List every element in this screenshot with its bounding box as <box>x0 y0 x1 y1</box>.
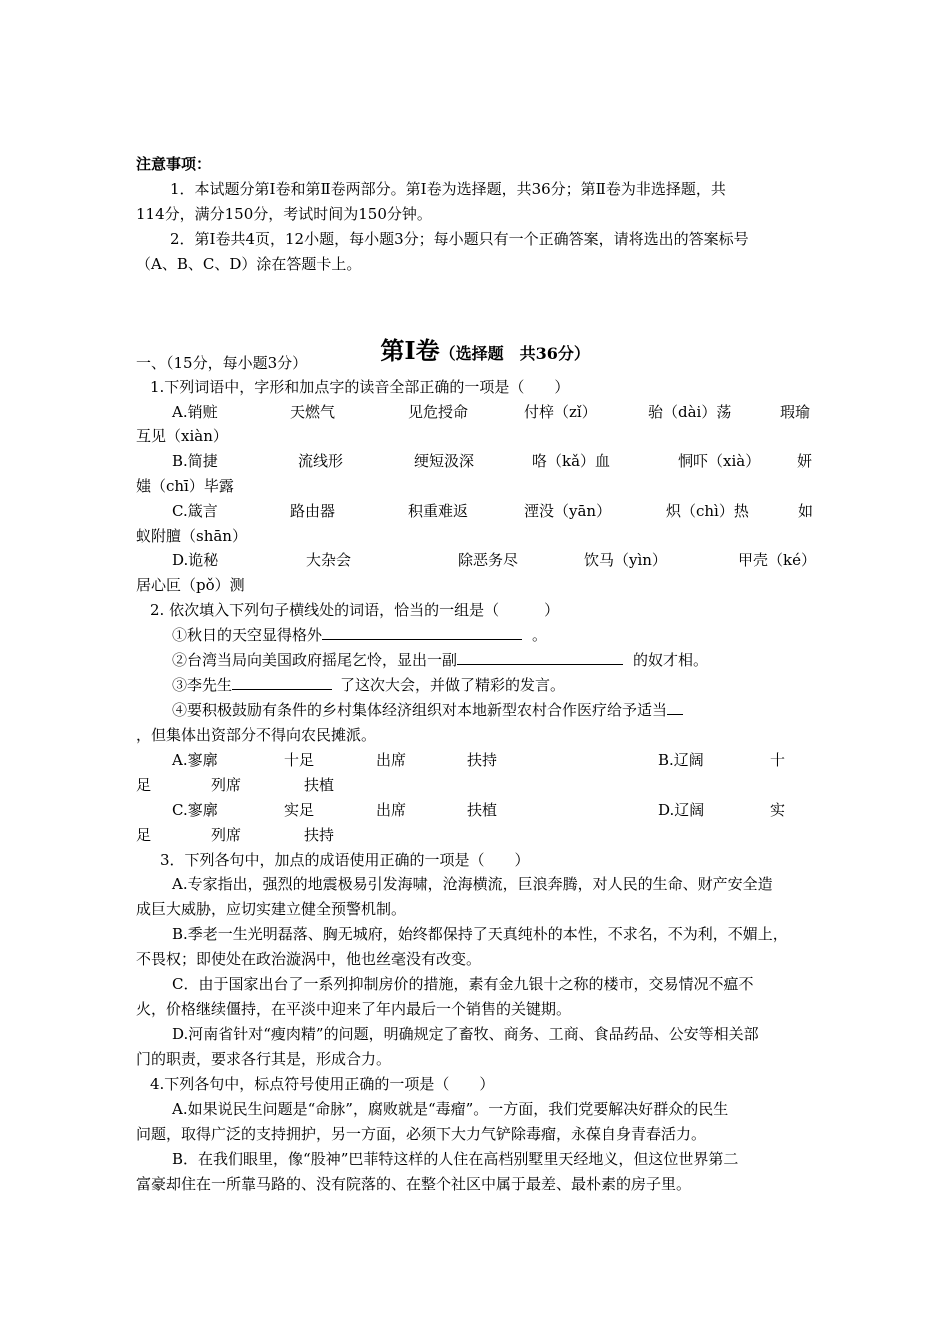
q2-sentence-2 <box>172 649 708 671</box>
q1-d-word-2: 大杂会 <box>306 551 352 569</box>
q1-b-word-2: 流线形 <box>298 452 344 470</box>
q2-d-word-4: 扶持 <box>304 826 335 844</box>
q2-option-b-cont <box>0 774 950 796</box>
q3-d-line-2: 门的职责，要求各行其是，形成合力。 <box>136 1050 392 1068</box>
q1-stem: 1.下列词语中，字形和加点字的读音全部正确的一项是（ ） <box>150 378 570 396</box>
q1-a-word-1: A.销赃 <box>172 403 218 421</box>
q2-s1-blank <box>322 624 522 640</box>
q2-s3-end: 了这次大会，并做了精彩的发言。 <box>340 676 566 694</box>
q2-sentence-4-continuation: ，但集体出资部分不得向农民摊派。 <box>136 726 377 744</box>
section-title-sub: （选择题 共36分） <box>439 344 590 363</box>
q3-a-line-1: A.专家指出，强烈的地震极易引发海啸，沧海横流，巨浪奔腾，对人民的生命、财产安全造 <box>172 875 773 893</box>
q3-stem: 3．下列各句中，加点的成语使用正确的一项是（ ） <box>160 851 530 869</box>
q2-c-word-1: C.寥廓 <box>172 801 218 819</box>
q2-d-word-3: 列席 <box>211 826 242 844</box>
q2-c-word-3: 出席 <box>376 801 407 819</box>
q1-b-word-3: 绠短汲深 <box>414 452 475 470</box>
q1-b-word-6: 妍 <box>797 452 813 470</box>
q2-a-word-2: 十足 <box>284 751 315 769</box>
q1-a-word-3: 见危授命 <box>408 403 469 421</box>
q2-a-word-1: A.寥廓 <box>172 751 218 769</box>
q2-option-c-d <box>0 799 950 821</box>
q3-a-line-2: 成巨大威胁，应切实建立健全预警机制。 <box>136 900 407 918</box>
q1-option-d <box>0 549 950 571</box>
q2-sentence-4 <box>172 699 683 721</box>
notice-item-1-line-2: 114分，满分150分，考试时间为150分钟。 <box>136 205 432 223</box>
q3-b-line-2: 不畏权；即使处在政治漩涡中，他也丝毫没有改变。 <box>136 950 482 968</box>
q2-b-word-3: 列席 <box>211 776 242 794</box>
q1-d-continuation: 居心叵（pǒ）测 <box>136 576 245 594</box>
q1-a-word-6: 瑕瑜 <box>780 403 811 421</box>
q2-s1-end: 。 <box>532 626 548 644</box>
section-title <box>0 312 950 385</box>
notice-item-1-line-1: 1．本试题分第Ⅰ卷和第Ⅱ卷两部分。第Ⅰ卷为选择题，共36分；第Ⅱ卷为非选择题，共 <box>170 180 726 198</box>
q1-b-continuation: 媸（chī）毕露 <box>136 477 234 495</box>
q1-b-word-4: 咯（kǎ）血 <box>532 452 611 470</box>
notice-heading: 注意事项： <box>136 155 212 173</box>
q1-c-word-5: 炽（chì）热 <box>666 502 749 520</box>
section-title-main: 第Ⅰ卷 <box>380 336 440 365</box>
notice-item-2-line-2: （A、B、C、D）涂在答题卡上。 <box>136 255 362 273</box>
q3-c-line-1: C．由于国家出台了一系列抑制房价的措施，素有金九银十之称的楼市，交易情况不瘟不 <box>172 975 754 993</box>
q1-option-b <box>0 450 950 472</box>
q1-a-continuation: 互见（xiàn） <box>136 427 228 445</box>
q4-stem: 4.下列各句中，标点符号使用正确的一项是（ ） <box>150 1075 495 1093</box>
notice-item-2-line-1: 2．第Ⅰ卷共4页，12小题，每小题3分；每小题只有一个正确答案，请将选出的答案标号 <box>170 230 749 248</box>
q1-c-continuation: 蚁附膻（shān） <box>136 527 247 545</box>
q1-a-word-4: 付梓（zǐ） <box>524 403 597 421</box>
q2-a-word-4: 扶持 <box>467 751 498 769</box>
q1-c-word-2: 路由器 <box>290 502 336 520</box>
q1-b-word-5: 恫吓（xià） <box>678 452 761 470</box>
part-header: 一、（15分，每小题3分） <box>136 354 308 372</box>
q1-d-word-5: 甲壳（ké） <box>738 551 816 569</box>
q3-d-line-1: D.河南省针对“瘦肉精”的问题，明确规定了畜牧、商务、工商、食品药品、公安等相关部 <box>172 1025 759 1043</box>
q1-a-word-5: 骀（dài）荡 <box>648 403 732 421</box>
q1-option-c <box>0 500 950 522</box>
q2-d-word-2b: 足 <box>136 826 152 844</box>
q1-option-a <box>0 401 950 423</box>
q2-s2-blank <box>457 649 623 665</box>
q2-b-word-1: B.辽阔 <box>658 751 704 769</box>
q2-d-word-2a: 实 <box>770 801 786 819</box>
q2-sentence-1 <box>172 624 547 646</box>
q2-s2-text: ②台湾当局向美国政府摇尾乞怜，显出一副 <box>172 651 458 669</box>
q2-c-word-4: 扶植 <box>467 801 498 819</box>
q1-d-word-4: 饮马（yìn） <box>584 551 667 569</box>
q1-c-word-6: 如 <box>798 502 814 520</box>
q1-a-word-2: 天燃气 <box>290 403 336 421</box>
q2-b-word-4: 扶植 <box>304 776 335 794</box>
q4-b-line-1: B．在我们眼里，像“股神”巴菲特这样的人住在高档别墅里天经地义，但这位世界第二 <box>172 1150 739 1168</box>
q4-a-line-2: 问题，取得广泛的支持拥护，另一方面，必须下大力气铲除毒瘤，永葆自身青春活力。 <box>136 1125 707 1143</box>
q3-c-line-2: 火，价格继续僵持，在平淡中迎来了年内最后一个销售的关键期。 <box>136 1000 572 1018</box>
q2-stem: 2. 依次填入下列句子横线处的词语，恰当的一组是（ ） <box>150 601 560 619</box>
q2-option-d-cont <box>0 824 950 846</box>
q4-a-line-1: A.如果说民生问题是“命脉”，腐败就是“毒瘤”。一方面，我们党要解决好群众的民生 <box>172 1100 729 1118</box>
q2-s3-blank <box>232 674 332 690</box>
q2-s2-end: 的奴才相。 <box>633 651 709 669</box>
q1-b-word-1: B.简捷 <box>172 452 218 470</box>
q2-option-a-b <box>0 749 950 771</box>
q1-c-word-1: C.箴言 <box>172 502 218 520</box>
q2-c-word-2: 实足 <box>284 801 315 819</box>
q2-s3-text: ③李先生 <box>172 676 233 694</box>
q2-a-word-3: 出席 <box>376 751 407 769</box>
q3-b-line-1: B.季老一生光明磊落、胸无城府，始终都保持了天真纯朴的本性，不求名，不为利，不媚上， <box>172 925 788 943</box>
q1-c-word-4: 湮没（yān） <box>524 502 612 520</box>
q4-b-line-2: 富豪却住在一所靠马路的、没有院落的、在整个社区中属于最差、最朴素的房子里。 <box>136 1175 692 1193</box>
q2-sentence-3 <box>172 674 565 696</box>
q1-d-word-1: D.诡秘 <box>172 551 219 569</box>
q2-b-word-2a: 十 <box>770 751 786 769</box>
q2-s4-blank <box>667 699 683 715</box>
q2-b-word-2b: 足 <box>136 776 152 794</box>
q2-s4-text: ④要积极鼓励有条件的乡村集体经济组织对本地新型农村合作医疗给予适当 <box>172 701 668 719</box>
q1-c-word-3: 积重难返 <box>408 502 469 520</box>
q2-s1-text: ①秋日的天空显得格外 <box>172 626 323 644</box>
q2-d-word-1: D.辽阔 <box>658 801 705 819</box>
q1-d-word-3: 除恶务尽 <box>458 551 519 569</box>
